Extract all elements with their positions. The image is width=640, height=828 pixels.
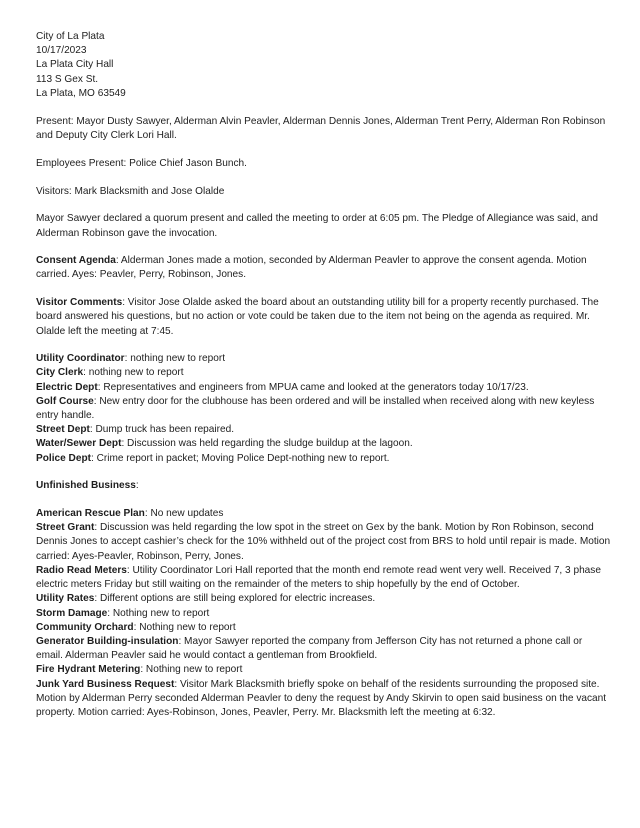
report-label: City Clerk [36,367,84,379]
report-text: : Discussion was held regarding the sludge buildup at the lagoon. [121,438,413,450]
department-reports [36,352,611,466]
item-text: : Nothing new to report [107,607,210,619]
visitor-comments-label: Visitor Comments [36,297,123,309]
city-name: City of La Plata [36,31,105,42]
item-fire-hydrant-metering [36,663,611,677]
item-label: Street Grant [36,522,95,534]
item-text: : Nothing new to report [133,621,236,633]
consent-agenda [36,254,611,282]
item-american-rescue-plan [36,507,611,521]
report-electric-dept [36,381,611,395]
report-city-clerk [36,366,611,380]
heading-colon: : [135,480,139,492]
item-junk-yard-request [36,678,611,721]
report-text: : New entry door for the clubhouse has been ordered and will be installed when received along with new keyless entry handle. [36,395,595,422]
item-generator-building [36,635,611,663]
item-text: : No new updates [144,508,224,520]
item-label: Generator Building-insulation [36,635,179,647]
report-text: : Dump truck has been repaired. [89,424,235,436]
report-utility-coordinator [36,352,611,366]
item-street-grant [36,521,611,564]
item-text: : Discussion was held regarding the low spot in the street on Gex by the bank. Motion by Ron Robinson, second Dennis Jones to accept cashier’s check for the 10% withheld out of the project cost from BRS to hold until repair is made. Motion carried: Ayes-Peavler, Robinson, Perry, Jones. [36,522,611,562]
visitors-list: Visitors: Mark Blacksmith and Jose Olalde [36,185,225,197]
item-text: : Utility Coordinator Lori Hall reported that the month end remote read went very well. Received 7, 3 phase electric meters Friday but still waiting on the remainder of the meters to ship hopefully by the end of October. [36,564,601,591]
unfinished-business-heading [36,479,611,493]
report-water-sewer-dept [36,437,611,451]
item-label: Storm Damage [36,607,108,619]
report-label: Electric Dept [36,381,98,393]
item-community-orchard [36,621,611,635]
item-label: American Rescue Plan [36,508,145,520]
venue: La Plata City Hall [36,59,114,71]
unfinished-business-items [36,507,611,720]
report-police-dept [36,452,611,466]
consent-agenda-text: : Alderman Jones made a motion, seconded by Alderman Peavler to approve the consent agenda. Motion carried. Ayes: Peavler, Perry, Robinson, Jones. [36,255,587,281]
report-golf-course [36,395,611,423]
report-label: Street Dept [36,424,90,436]
minutes-page [36,30,611,720]
street-address: 113 S Gex St. [36,73,99,85]
present-list: Present: Mayor Dusty Sawyer, Alderman Alvin Peavler, Alderman Dennis Jones, Alderman Trent Perry, Alderman Ron Robinson and Deputy City Clerk Lori Hall. [36,116,606,142]
item-text: : Mayor Sawyer reported the company from Jefferson City has not returned a phone call or email. Alderman Peavler said he would contact a gentleman from Brookfield. [36,635,583,662]
employees-present: Employees Present: Police Chief Jason Bunch. [36,157,247,169]
item-radio-read-meters [36,564,611,592]
report-label: Golf Course [36,395,94,407]
item-text: : Different options are still being explored for electric increases. [94,593,376,605]
item-label: Fire Hydrant Metering [36,664,141,676]
report-label: Utility Coordinator [36,353,125,365]
city-state-zip: La Plata, MO 63549 [36,87,126,99]
item-label: Community Orchard [36,621,134,633]
item-utility-rates [36,592,611,606]
report-street-dept [36,423,611,437]
meeting-date: 10/17/2023 [36,45,87,57]
consent-agenda-label: Consent Agenda [36,255,116,267]
report-text: : Representatives and engineers from MPUA came and looked at the generators today 10/17/23. [97,381,529,393]
letterhead [36,30,611,101]
item-storm-damage [36,607,611,621]
report-text: : nothing new to report [83,367,184,379]
report-label: Water/Sewer Dept [36,438,122,450]
report-label: Police Dept [36,452,91,464]
visitor-comments-text: : Visitor Jose Olalde asked the board about an outstanding utility bill for a property recently purchased. The board answered his questions, but no action or vote could be taken due to the item not being on the agenda as required. Mr. Olalde left the meeting at 7:45. [36,297,599,337]
report-text: : nothing new to report [124,353,226,365]
report-text: : Crime report in packet; Moving Police Dept-nothing new to report. [90,452,390,464]
item-text: : Visitor Mark Blacksmith briefly spoke on behalf of the residents surrounding the proposed site. Motion by Alderman Perry seconded Alderman Peavler to deny the request by Andy Skirvin to open said business on the vacant property. Motion carried: Ayes-Robinson, Jones, Peavler, Perry. Mr. Blacksmith left the meeting at 6:32. [36,678,607,718]
item-label: Radio Read Meters [36,564,127,576]
item-label: Utility Rates [36,593,95,605]
item-text: : Nothing new to report [140,664,243,676]
item-label: Junk Yard Business Request [36,678,175,690]
visitor-comments [36,296,611,339]
section-heading: Unfinished Business [36,480,136,492]
call-to-order: Mayor Sawyer declared a quorum present and called the meeting to order at 6:05 pm. The Pledge of Allegiance was said, and Alderman Robinson gave the invocation. [36,213,599,239]
